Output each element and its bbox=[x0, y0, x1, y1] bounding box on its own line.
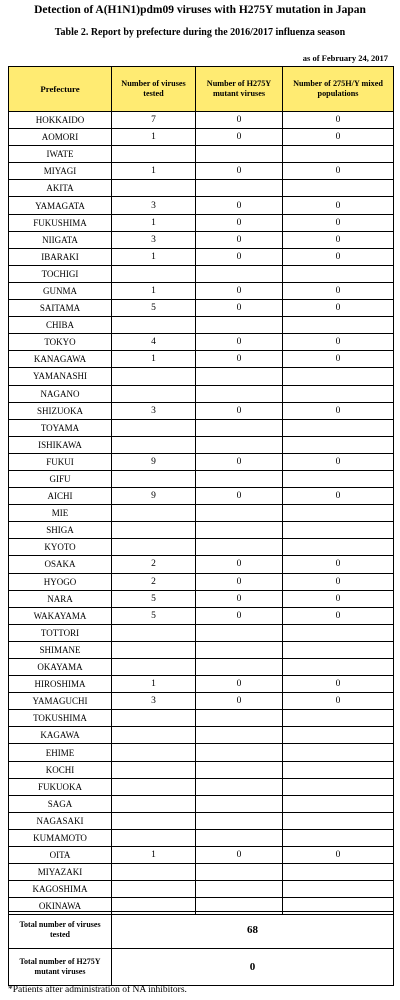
mixed-cell bbox=[283, 419, 394, 436]
tested-cell bbox=[112, 881, 196, 898]
table-row bbox=[9, 282, 394, 299]
prefecture-cell: ISHIKAWA bbox=[9, 436, 112, 453]
table-row bbox=[9, 812, 394, 829]
prefecture-cell: KANAGAWA bbox=[9, 351, 112, 368]
mixed-cell: 0 bbox=[283, 590, 394, 607]
table-row bbox=[9, 624, 394, 641]
table-body bbox=[9, 112, 394, 915]
prefecture-cell: EHIME bbox=[9, 744, 112, 761]
tested-cell: 1 bbox=[112, 163, 196, 180]
table-row bbox=[9, 659, 394, 676]
mutant-cell: 0 bbox=[196, 676, 283, 693]
tested-cell bbox=[112, 812, 196, 829]
tested-cell bbox=[112, 641, 196, 658]
table-row bbox=[9, 265, 394, 282]
table-row bbox=[9, 351, 394, 368]
prefecture-cell: TOYAMA bbox=[9, 419, 112, 436]
mixed-cell bbox=[283, 505, 394, 522]
mutant-cell bbox=[196, 385, 283, 402]
mixed-cell: 0 bbox=[283, 351, 394, 368]
tested-cell: 4 bbox=[112, 334, 196, 351]
mutant-cell: 0 bbox=[196, 282, 283, 299]
mutant-cell bbox=[196, 419, 283, 436]
mixed-cell: 0 bbox=[283, 453, 394, 470]
table-row bbox=[9, 402, 394, 419]
prefecture-cell: SHIMANE bbox=[9, 641, 112, 658]
tested-cell bbox=[112, 727, 196, 744]
prefecture-cell: OSAKA bbox=[9, 556, 112, 573]
tested-cell bbox=[112, 419, 196, 436]
mutant-cell bbox=[196, 146, 283, 163]
tested-cell: 2 bbox=[112, 573, 196, 590]
tested-cell bbox=[112, 864, 196, 881]
tested-cell: 9 bbox=[112, 488, 196, 505]
mixed-cell: 0 bbox=[283, 607, 394, 624]
prefecture-cell: FUKUSHIMA bbox=[9, 214, 112, 231]
tested-cell bbox=[112, 795, 196, 812]
prefecture-cell: GUNMA bbox=[9, 282, 112, 299]
table-row bbox=[9, 317, 394, 334]
header-mixed-populations: Number of 275H/Y mixed populations bbox=[283, 67, 394, 112]
mixed-cell: 0 bbox=[283, 197, 394, 214]
table-row bbox=[9, 761, 394, 778]
prefecture-cell: KAGOSHIMA bbox=[9, 881, 112, 898]
mixed-cell bbox=[283, 829, 394, 846]
mixed-cell bbox=[283, 265, 394, 282]
mutant-cell bbox=[196, 539, 283, 556]
prefecture-table bbox=[8, 66, 394, 915]
mutant-cell: 0 bbox=[196, 453, 283, 470]
mutant-cell: 0 bbox=[196, 197, 283, 214]
prefecture-cell: HIROSHIMA bbox=[9, 676, 112, 693]
table-row bbox=[9, 368, 394, 385]
tested-cell bbox=[112, 436, 196, 453]
as-of-date: as of February 24, 2017 bbox=[302, 53, 388, 63]
total-mutant-label: Total number of H275Y mutant viruses bbox=[9, 949, 112, 986]
prefecture-cell: OKAYAMA bbox=[9, 659, 112, 676]
mutant-cell bbox=[196, 727, 283, 744]
mixed-cell bbox=[283, 368, 394, 385]
prefecture-cell: AOMORI bbox=[9, 129, 112, 146]
mutant-cell bbox=[196, 744, 283, 761]
tested-cell: 2 bbox=[112, 556, 196, 573]
tested-cell bbox=[112, 317, 196, 334]
total-tested-row bbox=[9, 912, 394, 949]
tested-cell bbox=[112, 265, 196, 282]
prefecture-cell: YAMANASHI bbox=[9, 368, 112, 385]
table-row bbox=[9, 419, 394, 436]
prefecture-cell: IBARAKI bbox=[9, 248, 112, 265]
tested-cell: 1 bbox=[112, 282, 196, 299]
table-row bbox=[9, 847, 394, 864]
mixed-cell: 0 bbox=[283, 300, 394, 317]
prefecture-cell: NAGANO bbox=[9, 385, 112, 402]
tested-cell: 1 bbox=[112, 129, 196, 146]
mutant-cell bbox=[196, 368, 283, 385]
prefecture-cell: GIFU bbox=[9, 470, 112, 487]
mutant-cell bbox=[196, 317, 283, 334]
table-row bbox=[9, 607, 394, 624]
tested-cell bbox=[112, 778, 196, 795]
mutant-cell: 0 bbox=[196, 847, 283, 864]
mixed-cell: 0 bbox=[283, 402, 394, 419]
table-row bbox=[9, 300, 394, 317]
prefecture-cell: YAMAGUCHI bbox=[9, 693, 112, 710]
tested-cell: 1 bbox=[112, 847, 196, 864]
mutant-cell: 0 bbox=[196, 402, 283, 419]
prefecture-cell: KUMAMOTO bbox=[9, 829, 112, 846]
mutant-cell bbox=[196, 265, 283, 282]
table-row bbox=[9, 505, 394, 522]
tested-cell bbox=[112, 470, 196, 487]
prefecture-cell: SAITAMA bbox=[9, 300, 112, 317]
tested-cell: 3 bbox=[112, 197, 196, 214]
table-row bbox=[9, 385, 394, 402]
mutant-cell: 0 bbox=[196, 556, 283, 573]
mixed-cell: 0 bbox=[283, 112, 394, 129]
header-viruses-tested: Number of viruses tested bbox=[112, 67, 196, 112]
table-row bbox=[9, 539, 394, 556]
mutant-cell bbox=[196, 710, 283, 727]
tested-cell: 3 bbox=[112, 693, 196, 710]
mixed-cell bbox=[283, 385, 394, 402]
prefecture-cell: TOKYO bbox=[9, 334, 112, 351]
table-row bbox=[9, 778, 394, 795]
total-mutant-row bbox=[9, 949, 394, 986]
table-row bbox=[9, 556, 394, 573]
mutant-cell bbox=[196, 522, 283, 539]
prefecture-cell: WAKAYAMA bbox=[9, 607, 112, 624]
mutant-cell: 0 bbox=[196, 573, 283, 590]
mixed-cell bbox=[283, 744, 394, 761]
header-h275y-mutant: Number of H275Y mutant viruses bbox=[196, 67, 283, 112]
prefecture-cell: SAGA bbox=[9, 795, 112, 812]
prefecture-cell: FUKUOKA bbox=[9, 778, 112, 795]
table-row bbox=[9, 334, 394, 351]
prefecture-cell: OITA bbox=[9, 847, 112, 864]
mutant-cell bbox=[196, 795, 283, 812]
table-row bbox=[9, 197, 394, 214]
mutant-cell: 0 bbox=[196, 300, 283, 317]
prefecture-cell: KYOTO bbox=[9, 539, 112, 556]
tested-cell bbox=[112, 744, 196, 761]
tested-cell: 5 bbox=[112, 300, 196, 317]
table-row bbox=[9, 744, 394, 761]
tested-cell: 3 bbox=[112, 231, 196, 248]
prefecture-cell: MIYAGI bbox=[9, 163, 112, 180]
tested-cell: 1 bbox=[112, 214, 196, 231]
prefecture-cell: AKITA bbox=[9, 180, 112, 197]
tested-cell bbox=[112, 146, 196, 163]
table-row bbox=[9, 214, 394, 231]
tested-cell bbox=[112, 659, 196, 676]
mixed-cell: 0 bbox=[283, 248, 394, 265]
table-row bbox=[9, 573, 394, 590]
mutant-cell: 0 bbox=[196, 214, 283, 231]
mixed-cell bbox=[283, 795, 394, 812]
table-row bbox=[9, 829, 394, 846]
mixed-cell: 0 bbox=[283, 214, 394, 231]
mixed-cell bbox=[283, 641, 394, 658]
mixed-cell bbox=[283, 761, 394, 778]
mutant-cell: 0 bbox=[196, 231, 283, 248]
tested-cell bbox=[112, 368, 196, 385]
mixed-cell bbox=[283, 146, 394, 163]
prefecture-cell: MIYAZAKI bbox=[9, 864, 112, 881]
mutant-cell bbox=[196, 659, 283, 676]
table-row bbox=[9, 864, 394, 881]
mutant-cell bbox=[196, 812, 283, 829]
table-row bbox=[9, 129, 394, 146]
mutant-cell bbox=[196, 881, 283, 898]
mutant-cell: 0 bbox=[196, 112, 283, 129]
mixed-cell: 0 bbox=[283, 847, 394, 864]
mixed-cell: 0 bbox=[283, 129, 394, 146]
tested-cell bbox=[112, 710, 196, 727]
tested-cell: 5 bbox=[112, 590, 196, 607]
table-row bbox=[9, 231, 394, 248]
mutant-cell: 0 bbox=[196, 129, 283, 146]
mixed-cell bbox=[283, 317, 394, 334]
tested-cell bbox=[112, 180, 196, 197]
tested-cell: 3 bbox=[112, 402, 196, 419]
prefecture-cell: KAGAWA bbox=[9, 727, 112, 744]
mixed-cell bbox=[283, 180, 394, 197]
mutant-cell bbox=[196, 864, 283, 881]
prefecture-cell: SHIGA bbox=[9, 522, 112, 539]
mixed-cell bbox=[283, 539, 394, 556]
mixed-cell bbox=[283, 436, 394, 453]
header-prefecture: Prefecture bbox=[9, 67, 112, 112]
prefecture-cell: TOTTORI bbox=[9, 624, 112, 641]
prefecture-cell: FUKUI bbox=[9, 453, 112, 470]
mixed-cell bbox=[283, 812, 394, 829]
table-row bbox=[9, 710, 394, 727]
mixed-cell bbox=[283, 864, 394, 881]
mutant-cell: 0 bbox=[196, 351, 283, 368]
tested-cell bbox=[112, 539, 196, 556]
mixed-cell: 0 bbox=[283, 573, 394, 590]
mixed-cell bbox=[283, 881, 394, 898]
table-row bbox=[9, 522, 394, 539]
tested-cell: 5 bbox=[112, 607, 196, 624]
prefecture-cell: NAGASAKI bbox=[9, 812, 112, 829]
mixed-cell: 0 bbox=[283, 231, 394, 248]
prefecture-cell: MIE bbox=[9, 505, 112, 522]
prefecture-cell: IWATE bbox=[9, 146, 112, 163]
mutant-cell bbox=[196, 505, 283, 522]
table-caption: Table 2. Report by prefecture during the 2016/2017 influenza season bbox=[54, 27, 346, 38]
table-row bbox=[9, 795, 394, 812]
mixed-cell: 0 bbox=[283, 488, 394, 505]
mixed-cell bbox=[283, 470, 394, 487]
prefecture-cell: KOCHI bbox=[9, 761, 112, 778]
total-mutant-value: 0 bbox=[112, 949, 394, 986]
table-row bbox=[9, 676, 394, 693]
mixed-cell bbox=[283, 522, 394, 539]
prefecture-cell: NARA bbox=[9, 590, 112, 607]
table-row bbox=[9, 180, 394, 197]
tested-cell bbox=[112, 761, 196, 778]
mutant-cell: 0 bbox=[196, 693, 283, 710]
tested-cell: 7 bbox=[112, 112, 196, 129]
prefecture-cell: YAMAGATA bbox=[9, 197, 112, 214]
table-row bbox=[9, 453, 394, 470]
prefecture-cell: TOKUSHIMA bbox=[9, 710, 112, 727]
mutant-cell: 0 bbox=[196, 334, 283, 351]
table-row bbox=[9, 470, 394, 487]
mixed-cell bbox=[283, 624, 394, 641]
table-row bbox=[9, 248, 394, 265]
tested-cell bbox=[112, 829, 196, 846]
total-tested-label: Total number of viruses tested bbox=[9, 912, 112, 949]
table-row bbox=[9, 112, 394, 129]
prefecture-cell: TOCHIGI bbox=[9, 265, 112, 282]
mixed-cell: 0 bbox=[283, 556, 394, 573]
tested-cell bbox=[112, 522, 196, 539]
prefecture-cell: SHIZUOKA bbox=[9, 402, 112, 419]
mutant-cell: 0 bbox=[196, 163, 283, 180]
table-row bbox=[9, 163, 394, 180]
tested-cell bbox=[112, 505, 196, 522]
mutant-cell: 0 bbox=[196, 488, 283, 505]
table-row bbox=[9, 727, 394, 744]
prefecture-cell: NIIGATA bbox=[9, 231, 112, 248]
prefecture-cell: CHIBA bbox=[9, 317, 112, 334]
totals-table bbox=[8, 911, 394, 986]
mixed-cell: 0 bbox=[283, 676, 394, 693]
mixed-cell: 0 bbox=[283, 334, 394, 351]
table-row bbox=[9, 146, 394, 163]
tested-cell: 1 bbox=[112, 676, 196, 693]
mutant-cell bbox=[196, 761, 283, 778]
mutant-cell: 0 bbox=[196, 590, 283, 607]
mutant-cell: 0 bbox=[196, 607, 283, 624]
table-row bbox=[9, 641, 394, 658]
mutant-cell bbox=[196, 436, 283, 453]
prefecture-cell: AICHI bbox=[9, 488, 112, 505]
table-row bbox=[9, 488, 394, 505]
mixed-cell bbox=[283, 710, 394, 727]
prefecture-cell: OKINAWA bbox=[9, 898, 112, 915]
total-tested-value: 68 bbox=[112, 912, 394, 949]
mixed-cell bbox=[283, 778, 394, 795]
mutant-cell bbox=[196, 641, 283, 658]
prefecture-cell: HYOGO bbox=[9, 573, 112, 590]
mixed-cell: 0 bbox=[283, 693, 394, 710]
mutant-cell: 0 bbox=[196, 248, 283, 265]
table-header-row bbox=[9, 67, 394, 112]
prefecture-cell: HOKKAIDO bbox=[9, 112, 112, 129]
table-row bbox=[9, 590, 394, 607]
mutant-cell bbox=[196, 470, 283, 487]
mutant-cell bbox=[196, 180, 283, 197]
mutant-cell bbox=[196, 778, 283, 795]
mutant-cell bbox=[196, 829, 283, 846]
mixed-cell bbox=[283, 659, 394, 676]
footnote: *Patients after administration of NA inhibitors. bbox=[8, 985, 187, 995]
page-title: Detection of A(H1N1)pdm09 viruses with H275Y mutation in Japan bbox=[34, 4, 366, 16]
tested-cell: 1 bbox=[112, 248, 196, 265]
mixed-cell: 0 bbox=[283, 163, 394, 180]
mixed-cell bbox=[283, 727, 394, 744]
tested-cell: 9 bbox=[112, 453, 196, 470]
tested-cell bbox=[112, 624, 196, 641]
table-row bbox=[9, 693, 394, 710]
table-row bbox=[9, 436, 394, 453]
tested-cell: 1 bbox=[112, 351, 196, 368]
mutant-cell bbox=[196, 624, 283, 641]
tested-cell bbox=[112, 385, 196, 402]
mixed-cell: 0 bbox=[283, 282, 394, 299]
table-row bbox=[9, 881, 394, 898]
